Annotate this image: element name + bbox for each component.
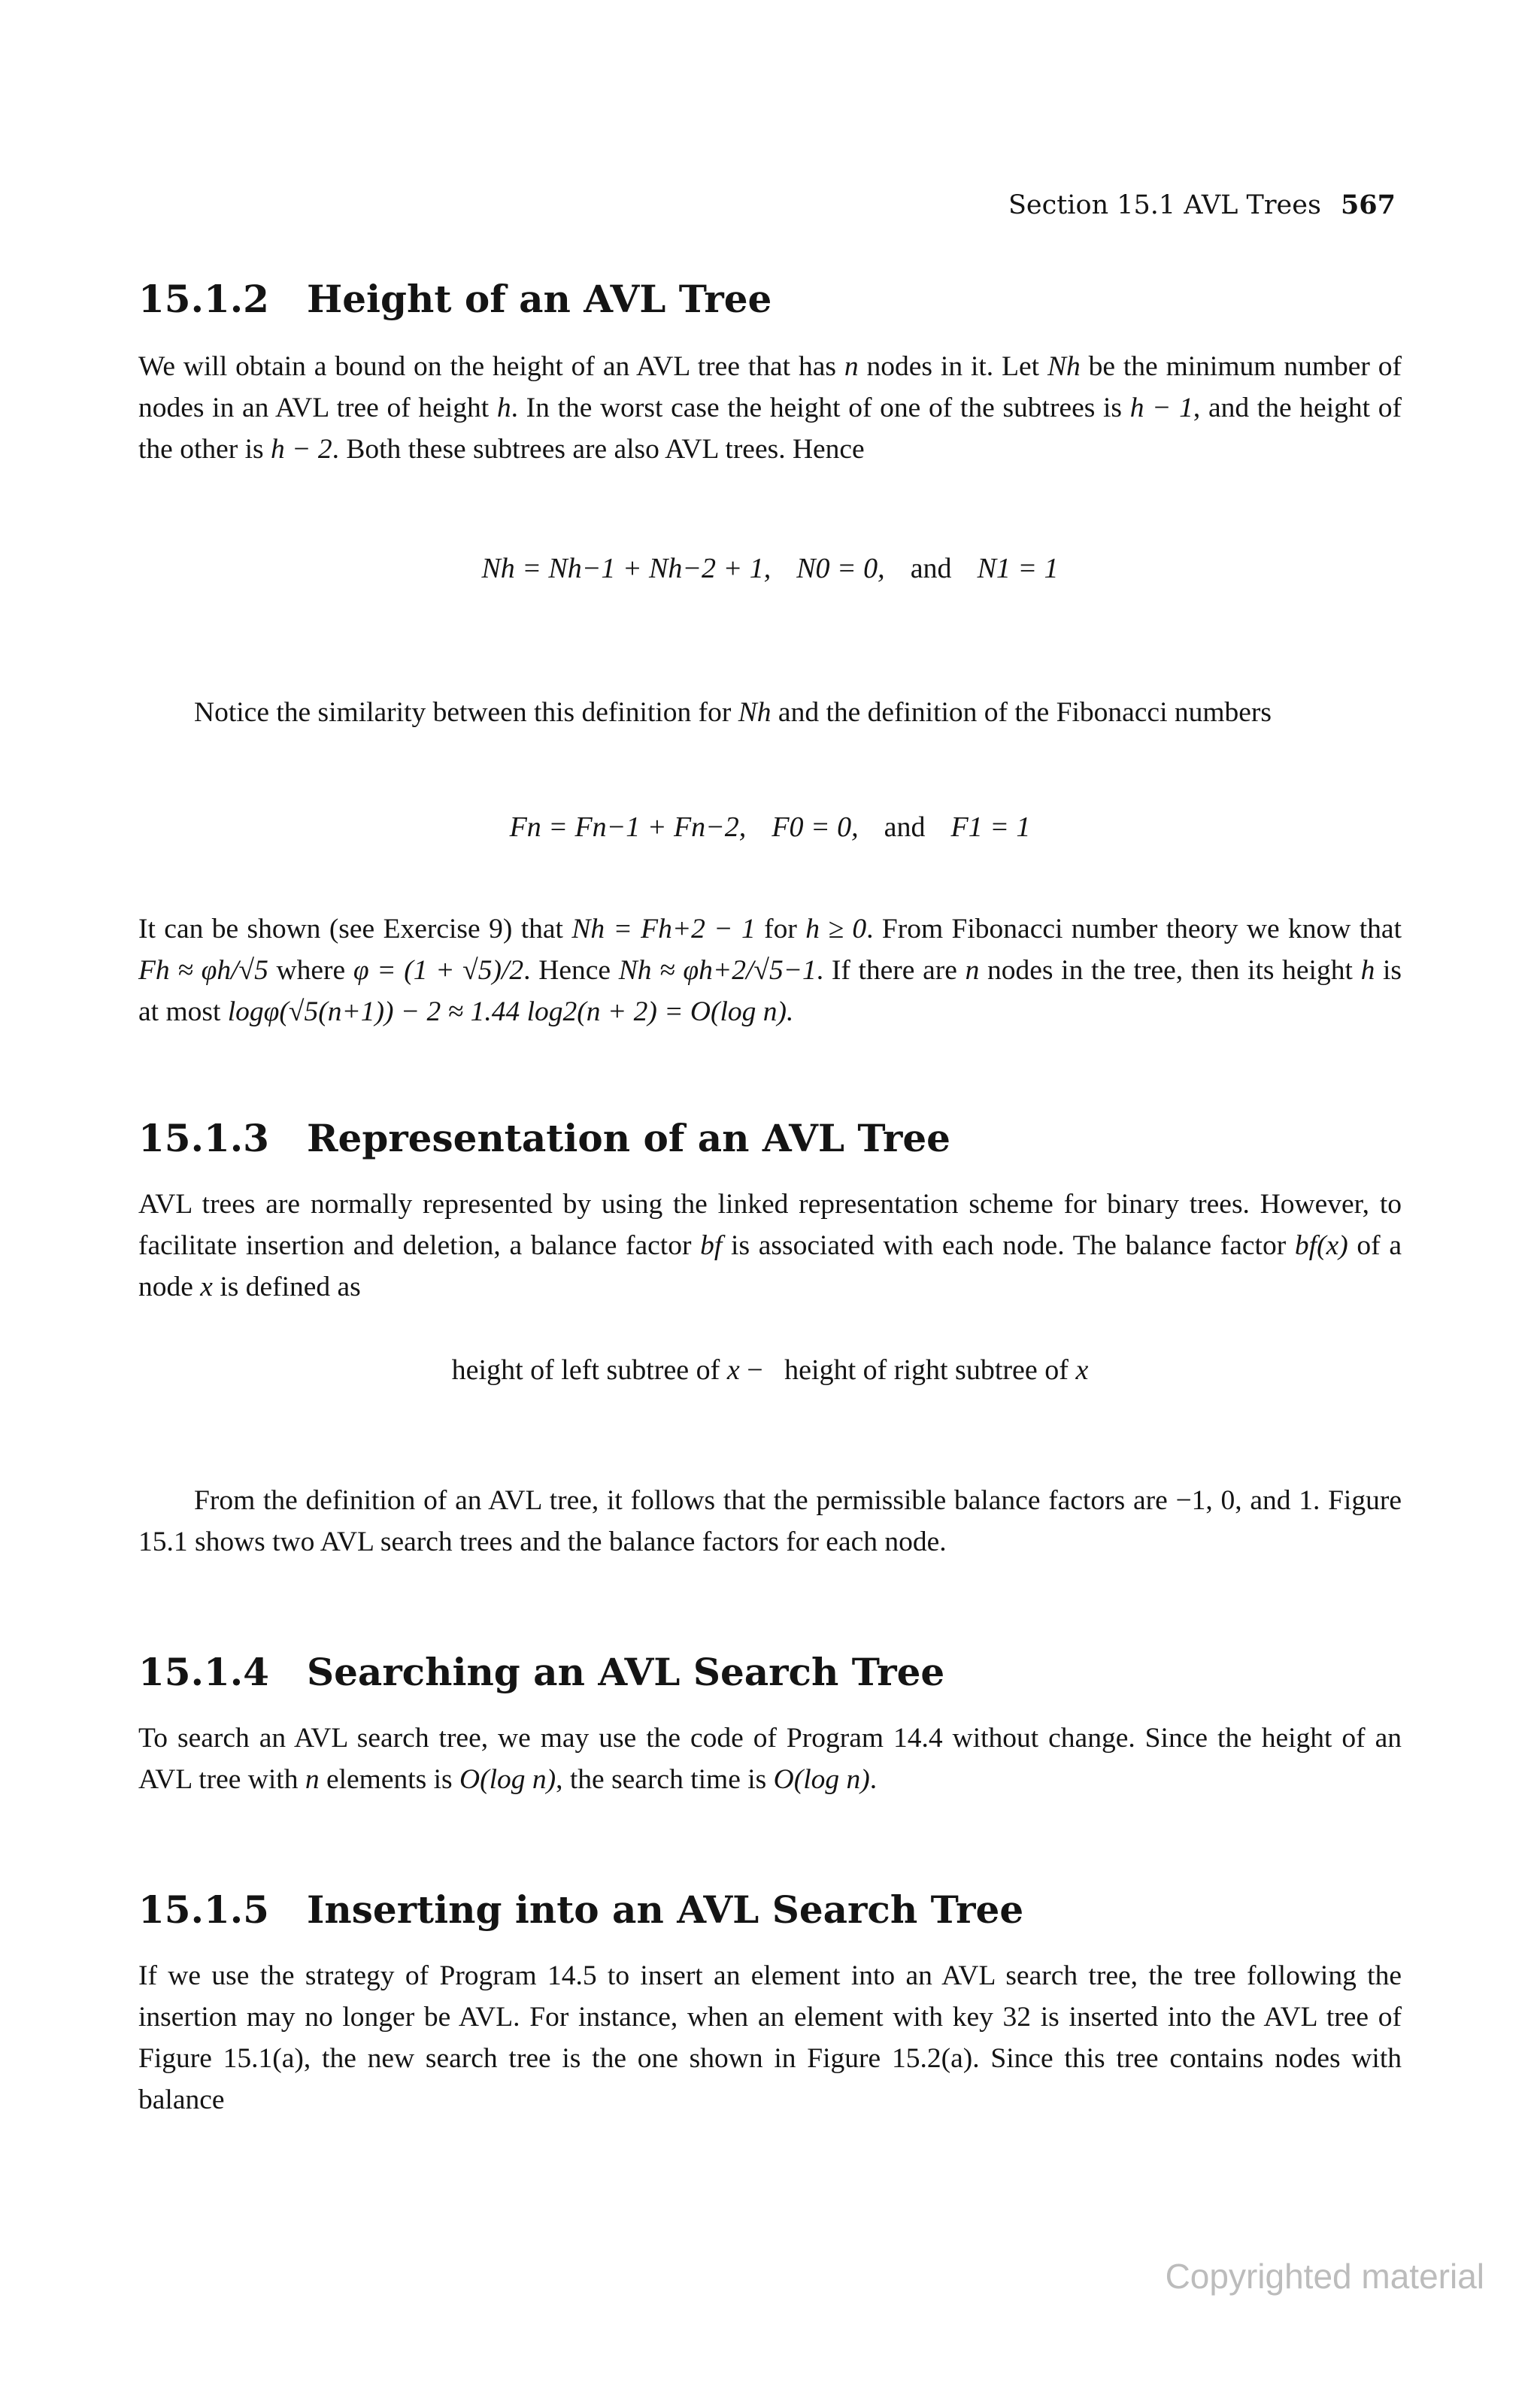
paragraph-inserting: If we use the strategy of Program 14.5 to insert an element into an AVL search tree, the tree following the insertion may no longer be AVL. For instance, when an element with key 32 is inserted into the AVL tree of Figure 15.1(a), the new search tree is the one shown in Figure 15.2(a). Since this tree contains nodes with balance: [138, 1960, 1402, 2115]
math-n: n: [305, 1764, 320, 1795]
math-Nh: Nh: [1047, 351, 1081, 382]
section-heading-inserting: [138, 1887, 1023, 1932]
section-title: Height of an AVL Tree: [307, 277, 772, 321]
section-heading-representation: [138, 1116, 950, 1160]
math-nh-approx: Nh ≈ φh+2/√5−1: [618, 955, 817, 986]
section-number: 15.1.4: [138, 1650, 269, 1694]
section-title: Representation of an AVL Tree: [307, 1116, 950, 1160]
math-nh-fib: Nh = Fh+2 − 1: [571, 914, 756, 944]
math-h: h: [496, 393, 511, 423]
math-h-ge-0: h ≥ 0: [805, 914, 867, 944]
running-head-section: Section 15.1 AVL Trees: [1008, 190, 1321, 220]
math-o-log-n: O(log n): [773, 1764, 870, 1795]
math-phi: φ = (1 + √5)/2: [353, 955, 524, 986]
math-bf: bf: [700, 1230, 723, 1261]
equation-nh-recurrence: Nh = Nh−1 + Nh−2 + 1, N0 = 0, and N1 = 1: [481, 553, 1059, 584]
paragraph-height-bound: It can be shown (see Exercise 9) that Nh = Fh+2 − 1 for h ≥ 0. From Fibonacci number theory we know that Fh ≈ φh/√5 where φ = (1 + √5)/2. Hence Nh ≈ φh+2/√5−1. If there are n nodes in the tree, then its height h is at most logφ(√5(n+1)) − 2 ≈ 1.44 log2(n + 2) = O(log n).: [138, 914, 1402, 1027]
math-h-minus-1: h − 1: [1129, 393, 1193, 423]
paragraph-fibonacci-similarity: Notice the similarity between this definition for Nh and the definition of the Fibonacci numbers: [194, 697, 1272, 728]
math-h: h: [1360, 955, 1375, 986]
math-x: x: [200, 1272, 213, 1302]
section-title: Inserting into an AVL Search Tree: [307, 1887, 1024, 1932]
section-number: 15.1.5: [138, 1887, 269, 1932]
math-n: n: [965, 955, 980, 986]
section-heading-searching: [138, 1650, 944, 1694]
math-bf-x: bf(x): [1294, 1230, 1348, 1261]
paragraph-height-intro: We will obtain a bound on the height of an AVL tree that has n nodes in it. Let Nh be the minimum number of nodes in an AVL tree of height h. In the worst case the height of one of the subtrees is h − 1, and the height of the other is h − 2. Both these subtrees are also AVL trees. Hence: [138, 351, 1402, 465]
running-head: [1008, 189, 1396, 220]
math-Nh: Nh: [738, 697, 772, 728]
section-number: 15.1.2: [138, 277, 269, 321]
copyright-watermark: Copyrighted material: [1165, 2257, 1484, 2296]
page-number: 567: [1340, 189, 1396, 220]
math-fh-approx: Fh ≈ φh/√5: [138, 955, 268, 986]
paragraph-balance-factors: From the definition of an AVL tree, it follows that the permissible balance factors are −1, 0, and 1. Figure 15.1 shows two AVL search trees and the balance factors for each node.: [138, 1485, 1402, 1557]
section-number: 15.1.3: [138, 1116, 269, 1160]
math-o-log-n: O(log n): [459, 1764, 556, 1795]
math-height-bound: logφ(√5(n+1)) − 2 ≈ 1.44 log2(n + 2) = O(log n).: [227, 996, 794, 1027]
math-h-minus-2: h − 2: [271, 434, 332, 465]
equation-balance-factor: height of left subtree of x − height of right subtree of x: [451, 1354, 1089, 1386]
paragraph-representation: AVL trees are normally represented by using the linked representation scheme for binary trees. However, to facilitate insertion and deletion, a balance factor bf is associated with each node. The balance factor bf(x) of a node x is defined as: [138, 1189, 1402, 1302]
section-heading-height: [138, 277, 772, 321]
equation-fibonacci: Fn = Fn−1 + Fn−2, F0 = 0, and F1 = 1: [509, 811, 1031, 843]
math-n: n: [844, 351, 859, 382]
section-title: Searching an AVL Search Tree: [307, 1650, 945, 1694]
paragraph-searching: To search an AVL search tree, we may use the code of Program 14.4 without change. Since the height of an AVL tree with n elements is O(log n), the search time is O(log n).: [138, 1723, 1402, 1795]
